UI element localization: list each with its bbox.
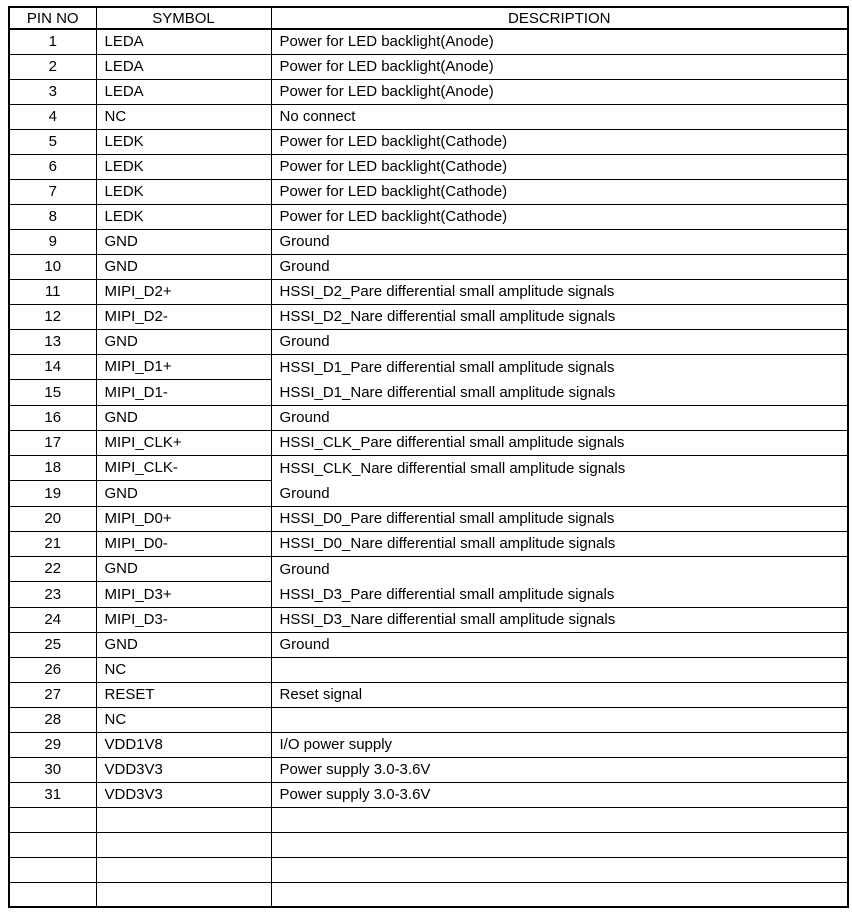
description-cell: I/O power supply (271, 732, 848, 757)
table-row (9, 732, 848, 757)
symbol-cell: LEDA (96, 54, 271, 79)
table-row (9, 782, 848, 807)
description-cell: Power for LED backlight(Anode) (271, 54, 848, 79)
description-cell (271, 354, 848, 405)
description-line: HSSI_D1_Pare differential small amplitude signals (279, 358, 615, 376)
table-row (9, 229, 848, 254)
table-row (9, 807, 848, 832)
pin-no-cell: 2 (9, 54, 96, 79)
table-row (9, 79, 848, 104)
description-cell: Ground (271, 329, 848, 354)
pin-no-cell: 24 (9, 607, 96, 632)
table-row (9, 556, 848, 582)
pin-description-table (8, 6, 849, 908)
pin-no-cell: 14 (9, 354, 96, 380)
pin-no-cell: 17 (9, 430, 96, 455)
pin-no-cell: 30 (9, 757, 96, 782)
symbol-cell (96, 807, 271, 832)
symbol-cell: MIPI_D2+ (96, 279, 271, 304)
pin-no-cell: 27 (9, 682, 96, 707)
description-cell (271, 657, 848, 682)
table-row (9, 329, 848, 354)
table-row (9, 607, 848, 632)
symbol-cell (96, 882, 271, 907)
table-row (9, 657, 848, 682)
symbol-cell: MIPI_CLK- (96, 455, 271, 481)
description-line: HSSI_D1_Nare differential small amplitude signals (279, 383, 616, 401)
description-cell (271, 707, 848, 732)
pin-no-cell: 11 (9, 279, 96, 304)
symbol-cell: LEDK (96, 204, 271, 229)
symbol-cell: NC (96, 104, 271, 129)
table-header (9, 7, 848, 29)
pin-no-cell: 9 (9, 229, 96, 254)
description-cell: HSSI_CLK_Pare differential small amplitude signals (271, 430, 848, 455)
description-cell: Power for LED backlight(Anode) (271, 79, 848, 104)
pin-no-cell: 5 (9, 129, 96, 154)
header-description: DESCRIPTION (271, 7, 848, 29)
symbol-cell: GND (96, 632, 271, 657)
symbol-cell: GND (96, 405, 271, 430)
symbol-cell: MIPI_D0- (96, 531, 271, 556)
symbol-cell: LEDK (96, 179, 271, 204)
table-row (9, 29, 848, 54)
description-line: HSSI_D3_Pare differential small amplitude signals (279, 585, 615, 603)
description-cell: Power supply 3.0-3.6V (271, 757, 848, 782)
symbol-cell: MIPI_D2- (96, 304, 271, 329)
symbol-cell: GND (96, 329, 271, 354)
description-cell: HSSI_D0_Pare differential small amplitude signals (271, 506, 848, 531)
symbol-cell: MIPI_CLK+ (96, 430, 271, 455)
header-row (9, 7, 848, 29)
symbol-cell (96, 832, 271, 857)
description-cell: Power for LED backlight(Cathode) (271, 154, 848, 179)
table-row (9, 430, 848, 455)
symbol-cell: MIPI_D1- (96, 380, 271, 406)
pin-no-cell: 26 (9, 657, 96, 682)
table-row (9, 682, 848, 707)
pin-no-cell: 15 (9, 380, 96, 406)
description-line: Ground (279, 484, 330, 502)
pin-no-cell: 22 (9, 556, 96, 582)
pin-no-cell: 10 (9, 254, 96, 279)
header-symbol: SYMBOL (96, 7, 271, 29)
symbol-cell: MIPI_D3+ (96, 582, 271, 608)
table-row (9, 857, 848, 882)
description-cell: Power for LED backlight(Anode) (271, 29, 848, 54)
description-cell: No connect (271, 104, 848, 129)
description-cell: Power for LED backlight(Cathode) (271, 204, 848, 229)
symbol-cell: VDD3V3 (96, 782, 271, 807)
description-cell: Reset signal (271, 682, 848, 707)
table-row (9, 304, 848, 329)
pin-no-cell: 18 (9, 455, 96, 481)
header-pin-no: PIN NO (9, 7, 96, 29)
pin-no-cell: 20 (9, 506, 96, 531)
description-cell (271, 807, 848, 832)
pin-no-cell: 19 (9, 481, 96, 507)
table-row (9, 254, 848, 279)
pin-no-cell: 1 (9, 29, 96, 54)
description-cell (271, 455, 848, 506)
pin-no-cell (9, 882, 96, 907)
table-row (9, 104, 848, 129)
description-cell: HSSI_D2_Pare differential small amplitude signals (271, 279, 848, 304)
symbol-cell: GND (96, 556, 271, 582)
description-cell: HSSI_D3_Nare differential small amplitude signals (271, 607, 848, 632)
table-row (9, 154, 848, 179)
table-row (9, 882, 848, 907)
table-row (9, 832, 848, 857)
description-cell: Ground (271, 405, 848, 430)
table-row (9, 455, 848, 481)
description-cell: Power for LED backlight(Cathode) (271, 129, 848, 154)
symbol-cell: MIPI_D1+ (96, 354, 271, 380)
symbol-cell: LEDA (96, 79, 271, 104)
pin-no-cell: 13 (9, 329, 96, 354)
description-cell: HSSI_D2_Nare differential small amplitude signals (271, 304, 848, 329)
description-cell: Power supply 3.0-3.6V (271, 782, 848, 807)
pin-no-cell: 23 (9, 582, 96, 608)
symbol-cell: RESET (96, 682, 271, 707)
table-row (9, 204, 848, 229)
pin-no-cell: 7 (9, 179, 96, 204)
pin-no-cell: 8 (9, 204, 96, 229)
pin-no-cell: 3 (9, 79, 96, 104)
pin-no-cell: 29 (9, 732, 96, 757)
pin-no-cell (9, 807, 96, 832)
description-cell (271, 857, 848, 882)
description-cell: Ground (271, 632, 848, 657)
pin-no-cell: 31 (9, 782, 96, 807)
symbol-cell: GND (96, 481, 271, 507)
pin-no-cell: 4 (9, 104, 96, 129)
symbol-cell: LEDK (96, 154, 271, 179)
symbol-cell: LEDA (96, 29, 271, 54)
symbol-cell: NC (96, 707, 271, 732)
symbol-cell (96, 857, 271, 882)
pin-no-cell: 28 (9, 707, 96, 732)
table-row (9, 632, 848, 657)
pin-no-cell: 21 (9, 531, 96, 556)
symbol-cell: GND (96, 254, 271, 279)
description-line: HSSI_CLK_Nare differential small amplitude signals (279, 459, 626, 477)
table-row (9, 279, 848, 304)
table-row (9, 506, 848, 531)
description-cell: Ground (271, 229, 848, 254)
description-cell: HSSI_D0_Nare differential small amplitude signals (271, 531, 848, 556)
symbol-cell: MIPI_D3- (96, 607, 271, 632)
table-row (9, 129, 848, 154)
table-row (9, 707, 848, 732)
pin-no-cell (9, 857, 96, 882)
pin-no-cell (9, 832, 96, 857)
pin-no-cell: 16 (9, 405, 96, 430)
pin-no-cell: 12 (9, 304, 96, 329)
pin-no-cell: 25 (9, 632, 96, 657)
table-row (9, 179, 848, 204)
table-row (9, 531, 848, 556)
description-cell: Ground (271, 254, 848, 279)
description-cell (271, 882, 848, 907)
symbol-cell: VDD3V3 (96, 757, 271, 782)
description-line: Ground (279, 560, 330, 578)
pin-no-cell: 6 (9, 154, 96, 179)
symbol-cell: GND (96, 229, 271, 254)
table-row (9, 405, 848, 430)
description-cell: Power for LED backlight(Cathode) (271, 179, 848, 204)
table-row (9, 757, 848, 782)
symbol-cell: MIPI_D0+ (96, 506, 271, 531)
symbol-cell: NC (96, 657, 271, 682)
description-cell (271, 832, 848, 857)
table-row (9, 54, 848, 79)
description-cell (271, 556, 848, 607)
table-body (9, 29, 848, 907)
symbol-cell: VDD1V8 (96, 732, 271, 757)
symbol-cell: LEDK (96, 129, 271, 154)
table-row (9, 354, 848, 380)
